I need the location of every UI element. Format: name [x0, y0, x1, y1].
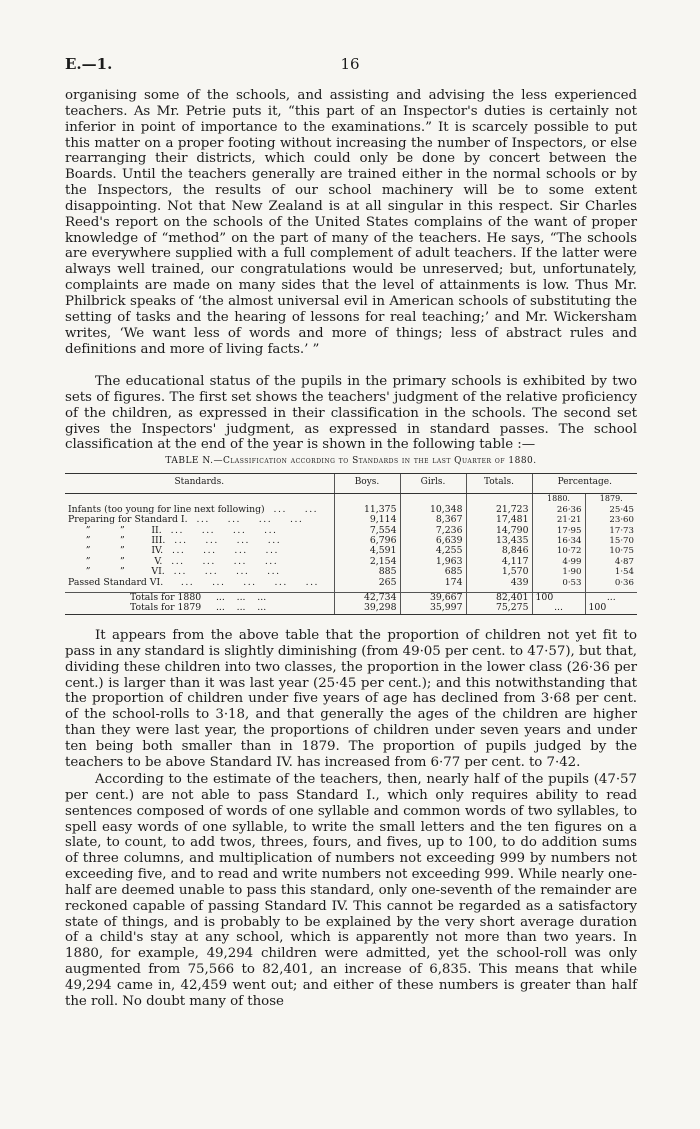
table-header-row: [65, 474, 637, 494]
year-1879: 1879.: [585, 494, 637, 505]
cell-boys: 885: [334, 567, 400, 577]
cell-pct-1880: 26·36: [532, 505, 585, 515]
cell-totals: 13,435: [466, 536, 532, 546]
col-standards: Standards.: [65, 474, 334, 494]
row-label: ” ” VI.: [68, 566, 165, 578]
leader-dots: ... ...: [273, 503, 319, 515]
leader-dots: ... ... ...: [215, 602, 267, 614]
cell-boys: 6,796: [334, 536, 400, 546]
cell-girls: 1,963: [400, 557, 466, 567]
cell-girls: 174: [400, 578, 466, 593]
totals-row-1879: [65, 603, 637, 614]
cell-totals: 14,790: [466, 526, 532, 536]
totals-label: Totals for 1880: [130, 592, 202, 604]
cell-pct-1879: 23·60: [585, 515, 637, 525]
cell-boys: 42,734: [334, 593, 400, 604]
cell-pct-1879: ...: [585, 593, 637, 604]
table-title-caption: Classification according to Standards in the last Quarter of 1880.: [223, 456, 537, 466]
cell-totals: 1,570: [466, 567, 532, 577]
leader-dots: ... ... ... ...: [171, 555, 279, 567]
cell-totals: 17,481: [466, 515, 532, 525]
cell-totals: 82,401: [466, 593, 532, 604]
cell-boys: 4,591: [334, 546, 400, 556]
document-reference: E.—1.: [65, 55, 113, 73]
cell-pct-1880: 0·53: [532, 578, 585, 593]
cell-pct-1880: 4·99: [532, 557, 585, 567]
cell-pct-1879: 25·45: [585, 505, 637, 515]
page-number: 16: [340, 55, 360, 73]
cell-totals: 439: [466, 578, 532, 593]
leader-dots: ... ... ... ... ...: [180, 576, 320, 588]
row-label: ” ” V.: [68, 555, 163, 567]
cell-totals: 75,275: [466, 603, 532, 614]
cell-girls: 685: [400, 567, 466, 577]
paragraph-inspectors: organising some of the schools, and assisting and advising the less experienced teachers. As Mr. Petrie puts it, “this part of an Inspector's duties is certainly not inferior in point of importance to the examinations.” It is scarcely possible to put this matter on a proper footing without increasing the number of Inspectors, or else rearranging their districts, which could only be done by concert between the Boards. Until the teachers generally are trained either in the normal schools or by the Inspectors, the results of our school machinery will be to some extent disappointing. Not that New Zealand is at all singular in this respect. Sir Charles Reed's report on the schools of the United States complains of the want of proper knowledge of “method” on the part of many of the teachers. He says, “The schools are everywhere supplied with a full complement of adult teachers. If the latter were always well trained, our congratulations would be unreserved; but, unfortunately, complaints are made on many sides that the level of attainments is low. Thus Mr. Philbrick speaks of ‘the almost universal evil in American schools of substituting the setting of tasks and the hearing of lessons for real teaching;’ and Mr. Wickersham writes, ‘We want less of words and more of things; less of abstract rules and definitions and more of living facts.’ ”: [65, 88, 637, 357]
row-label: Preparing for Standard I.: [68, 514, 188, 526]
paragraph-table-analysis: It appears from the above table that the proportion of children not yet fit to pass in any standard is slightly diminishing (from 49·05 per cent. to 47·57), but that, dividing these children into two classes, the proportion in the lower class (26·36 per cent.) is larger than it was last year (25·45 per cent.); and this notwithstanding that the proportion of children under five years of age has declined from 3·68 per cent. of the school-rolls to 3·18, and that generally the ages of the children are higher than they were last year, the proportions of children under seven years and under ten being both smaller than in 1879. The proportion of pupils judged by the teachers to be above Standard IV. has increased from 6·77 per cent. to 7·42.: [65, 628, 637, 770]
row-label: Infants (too young for line next following): [68, 503, 265, 515]
totals-label: Totals for 1879: [130, 602, 202, 614]
leader-dots: ... ... ... ...: [170, 524, 278, 536]
paragraph-teacher-estimate: According to the estimate of the teachers, then, nearly half of the pupils (47·57 per cent.) are not able to pass Standard I., which only requires ability to read sentences composed of words of one syllable and common words of two syllables, to spell easy words of one syllable, to write the small letters and the ten figures on a slate, to count, to add twos, threes, fours, and fives, up to 100, to do addition sums of three columns, and multiplication of numbers not exceeding 999 by numbers not exceeding five, and to read and write numbers not exceeding 999. While nearly one-half are deemed unable to pass this standard, only one-seventh of the remainder are reckoned capable of passing Standard IV. This cannot be regarded as a satisfactory state of things, and is probably to be explained by the very short average duration of a child's stay at any school, which is apparently not more than two years. In 1880, for example, 49,294 children were admitted, yet the school-roll was only augmented from 75,566 to 82,401, an increase of 6,835. This means that while 49,294 came in, 42,459 went out; and either of these numbers is greater than half the roll. No doubt many of those: [65, 772, 637, 1009]
cell-pct-1879: 100: [585, 603, 637, 614]
leader-dots: ... ... ... ...: [196, 514, 304, 526]
table-row: [65, 578, 637, 593]
cell-girls: 8,367: [400, 515, 466, 525]
cell-pct-1880: 1·90: [532, 567, 585, 577]
cell-boys: 265: [334, 578, 400, 593]
leader-dots: ... ... ... ...: [171, 545, 279, 557]
cell-girls: 10,348: [400, 505, 466, 515]
col-percentage: Percentage.: [532, 474, 637, 494]
table-title-number: TABLE N.—: [165, 456, 224, 466]
cell-pct-1879: 4·87: [585, 557, 637, 567]
cell-pct-1880: 17·95: [532, 526, 585, 536]
cell-pct-1879: 0·36: [585, 578, 637, 593]
cell-girls: 39,667: [400, 593, 466, 604]
row-label: ” ” IV.: [68, 545, 164, 557]
cell-boys: 39,298: [334, 603, 400, 614]
cell-pct-1880: ...: [532, 603, 585, 614]
table-title: [65, 456, 637, 466]
cell-boys: 2,154: [334, 557, 400, 567]
cell-boys: 9,114: [334, 515, 400, 525]
cell-pct-1880: 16·34: [532, 536, 585, 546]
cell-totals: 21,723: [466, 505, 532, 515]
leader-dots: ... ... ... ...: [173, 566, 281, 578]
cell-totals: 4,117: [466, 557, 532, 567]
cell-totals: 8,846: [466, 546, 532, 556]
cell-pct-1880: 10·72: [532, 546, 585, 556]
year-1880: 1880.: [532, 494, 585, 505]
cell-girls: 35,997: [400, 603, 466, 614]
leader-dots: ... ... ... ...: [174, 535, 282, 547]
row-label: ” ” II.: [68, 524, 162, 536]
cell-girls: 7,236: [400, 526, 466, 536]
cell-boys: 7,554: [334, 526, 400, 536]
leader-dots: ... ... ...: [215, 592, 267, 604]
row-label: ” ” III.: [68, 535, 166, 547]
classification-table: [65, 473, 637, 615]
cell-pct-1879: 17·73: [585, 526, 637, 536]
cell-girls: 4,255: [400, 546, 466, 556]
row-label: Passed Standard VI.: [68, 576, 164, 588]
paragraph-educational-status: The educational status of the pupils in the primary schools is exhibited by two sets of figures. The first set shows the teachers' judgment of the relative proficiency of the children, as expressed in their classification in the schools. The second set gives the Inspectors' judgment, as expressed in standard passes. The school classification at the end of the year is shown in the following table :—: [65, 374, 637, 453]
cell-pct-1879: 10·75: [585, 546, 637, 556]
cell-pct-1879: 1·54: [585, 567, 637, 577]
cell-girls: 6,639: [400, 536, 466, 546]
cell-pct-1880: 100: [532, 593, 585, 604]
col-boys: Boys.: [334, 474, 400, 494]
col-totals: Totals.: [466, 474, 532, 494]
cell-pct-1879: 15·70: [585, 536, 637, 546]
cell-pct-1880: 21·21: [532, 515, 585, 525]
cell-boys: 11,375: [334, 505, 400, 515]
col-girls: Girls.: [400, 474, 466, 494]
page-header: [65, 55, 635, 77]
